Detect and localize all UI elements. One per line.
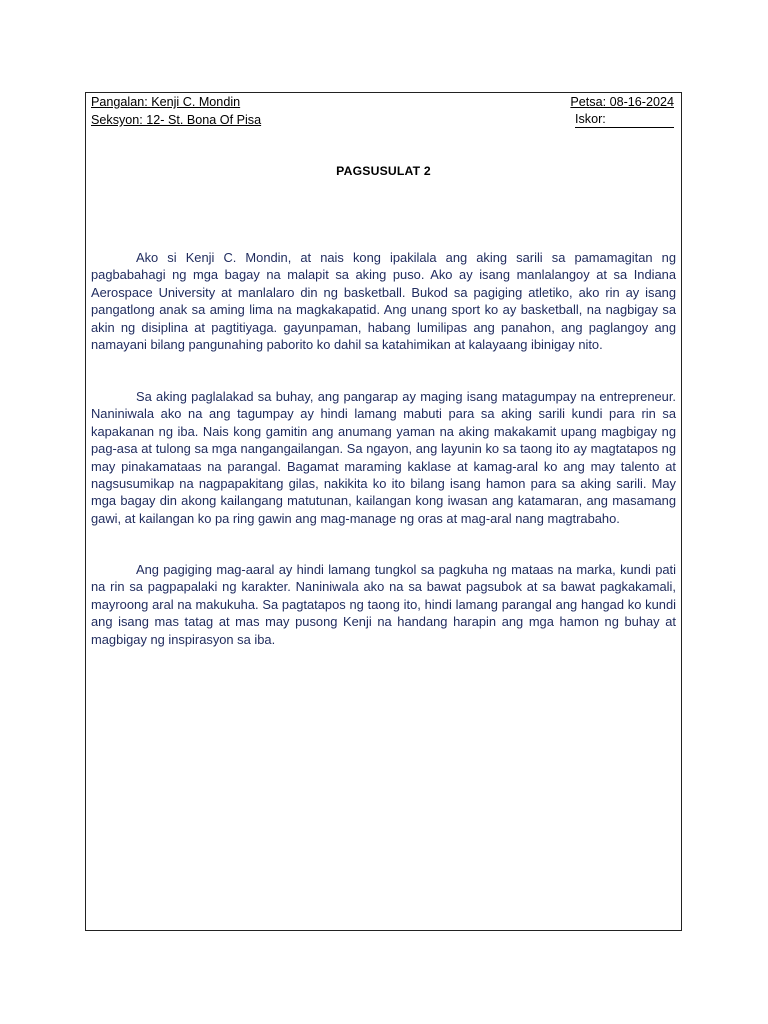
name-label: Pangalan: Kenji C. Mondin (91, 95, 241, 109)
header-row-1 (91, 94, 674, 110)
document-page (85, 92, 682, 931)
paragraph-1-text: Ako si Kenji C. Mondin, at nais kong ipakilala ang aking sarili sa pamamagitan ng pagbabahagi ng mga bagay na malapit sa aking puso. Ako ay isang manlalangoy at sa Indiana Aerospace University at manlalaro din ng basketball. Bukod sa pagiging atletiko, ako rin ay isang pangatlong anak sa aming lima na magkakapatid. Ang unang sport ko ay basketball, na nagbigay sa akin ng disiplina at pagtitiyaga. gayunpaman, habang lumilipas ang panahon, ang paglangoy ang namayani bilang pangunahing paborito ko dahil sa katahimikan at kalayaang ibinigay nito. (91, 250, 676, 353)
paragraph-3-text: Ang pagiging mag-aaral ay hindi lamang tungkol sa pagkuha ng mataas na marka, kundi pati na rin sa pagpapalaki ng karakter. Naniniwala ako na sa bawat pagsubok at sa bawat pagkakamali, mayroong aral na makukuha. Sa pagtatapos ng taong ito, hindi lamang parangal ang hangad ko kundi ang isang mas tatag at mas may pusong Kenji na handang harapin ang mga hamon ng buhay at magbigay ng inspirasyon sa iba. (91, 562, 676, 647)
paragraph-3 (91, 561, 676, 648)
score-label: Iskor: (575, 112, 606, 126)
date-label: Petsa: 08-16-2024 (570, 95, 674, 109)
document-title: PAGSUSULAT 2 (336, 164, 431, 178)
score-field (575, 112, 674, 128)
section-label: Seksyon: 12- St. Bona Of Pisa (91, 113, 262, 127)
header-row-2 (91, 112, 674, 128)
paragraph-1 (91, 249, 676, 353)
paragraph-2-text: Sa aking paglalakad sa buhay, ang pangarap ay maging isang matagumpay na entrepreneur. Naniniwala ako na ang tagumpay ay hindi lamang mabuti para sa aking sarili kundi para rin sa kapakanan ng iba. Nais kong gamitin ang anumang yaman na aking makakamit upang magbigay ng pag-asa at tulong sa mga nangangailangan. Sa ngayon, ang layunin ko sa taong ito ay magtatapos ng may pinakamataas na parangal. Bagamat maraming kaklase at kamag-aral ko ang may talento at nagsusumikap na nagpapakitang gilas, nakikita ko ito bilang isang hamon para sa aking sarili. May mga bagay din akong kailangang matutunan, kailangan kong iwasan ang katamaran, ang masamang gawi, at kailangan ko pa ring gawin ang mag-manage ng oras at mag-aral nang magtrabaho. (91, 389, 676, 526)
paragraph-2 (91, 388, 676, 527)
